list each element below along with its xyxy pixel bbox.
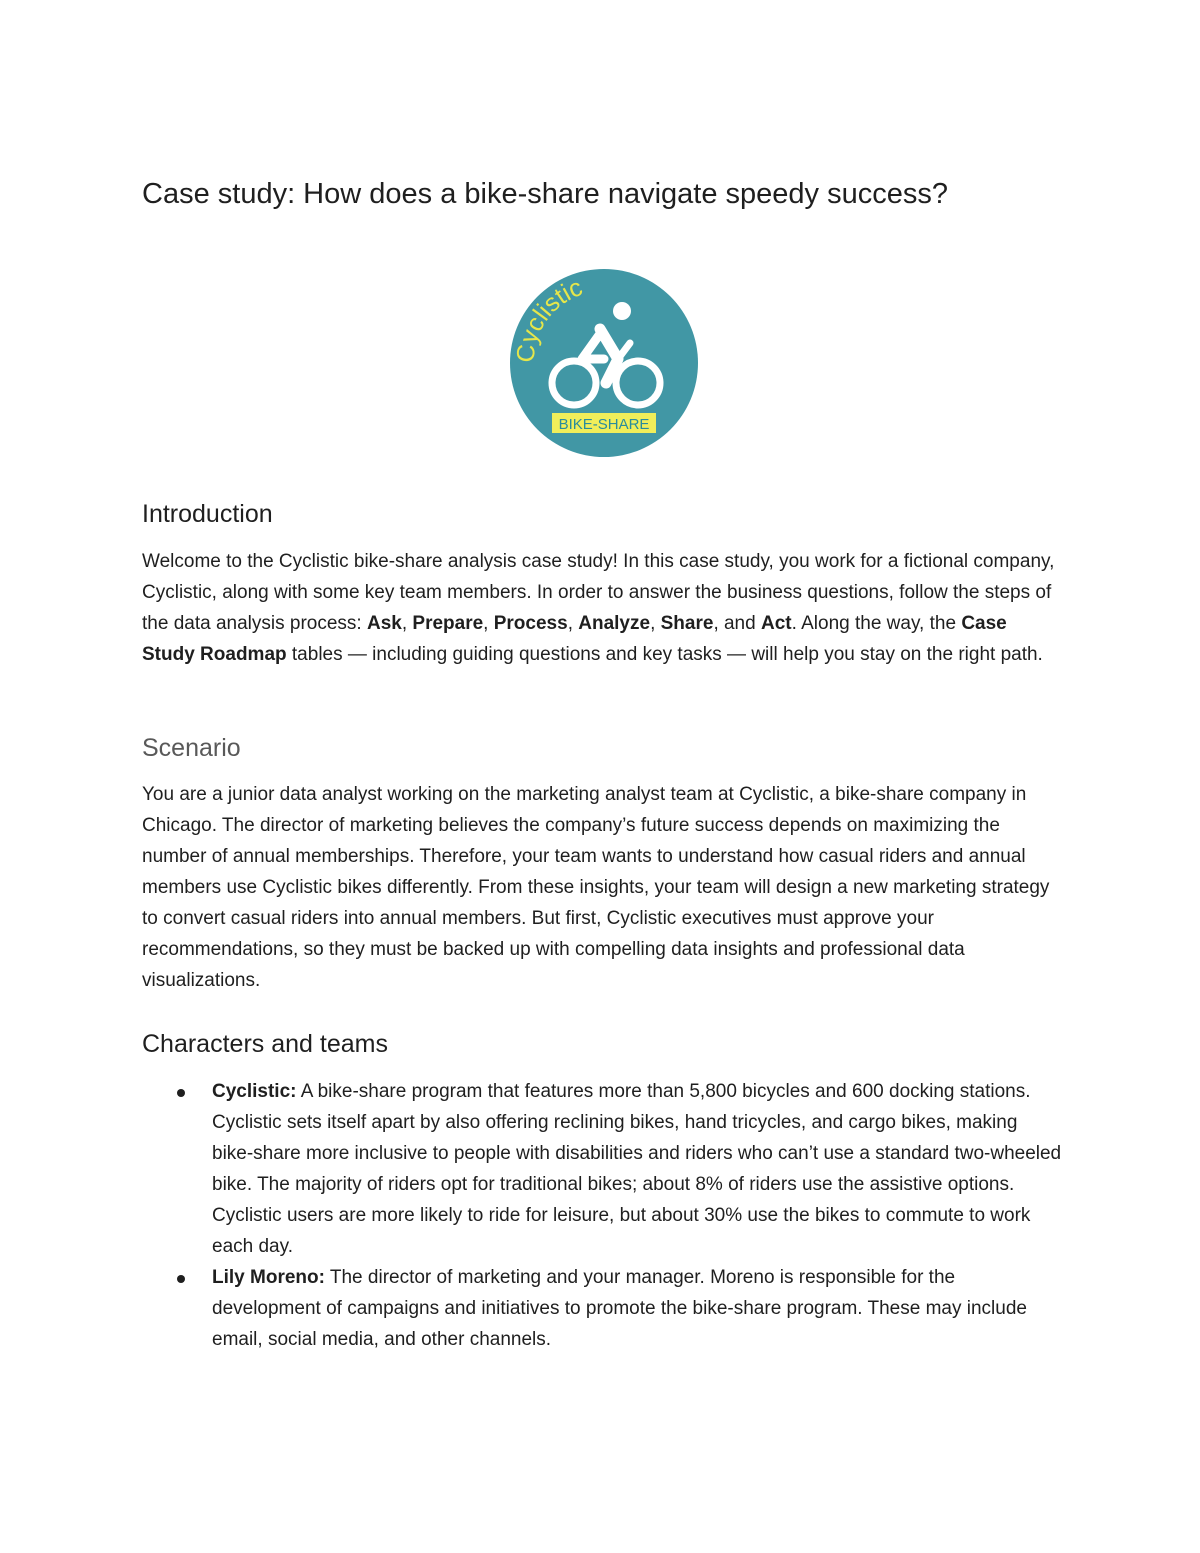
logo-brand-text: Cyclistic [511,273,587,364]
list-item [142,1076,1062,1262]
page-title: Case study: How does a bike-share navigate speedy success? [142,178,948,210]
intro-sep-3: , [567,613,579,634]
step-ask: Ask [366,613,402,634]
cyclistic-logo [508,267,700,459]
introduction-paragraph [142,546,1062,670]
bullet-icon [177,1275,185,1283]
step-share: Share [660,613,714,634]
intro-text-2: . Along the way, the [791,613,962,634]
intro-sep-1: , [401,613,413,634]
intro-sep-2: , [483,613,494,634]
intro-sep-4: , [650,613,661,634]
character-label: Cyclistic: [212,1081,297,1102]
scenario-paragraph: You are a junior data analyst working on the marketing analyst team at Cyclistic, a bike-share company in Chicago. The director of marketing believes the company’s future success depends on maximizing the number of annual memberships. Therefore, your team wants to understand how casual riders and annual members use Cyclistic bikes differently. From these insights, your team will design a new marketing strategy to convert casual riders into annual members. But first, Cyclistic executives must approve your recommendations, so they must be backed up with compelling data insights and professional data visualizations. [142,784,1050,991]
character-description: A bike-share program that features more than 5,800 bicycles and 600 docking stations. Cyclistic sets itself apart by also offering reclining bikes, hand tricycles, and cargo bikes, making bike-share more inclusive to people with disabilities and riders who can’t use a standard two-wheeled bike. The majority of riders opt for traditional bikes; about 8% of riders use the assistive options. Cyclistic users are more likely to ride for leisure, but about 30% use the bikes to commute to work each day. [212,1081,1062,1257]
character-label: Lily Moreno: [212,1267,325,1288]
step-analyze: Analyze [578,613,651,634]
list-item [142,1262,1062,1355]
intro-text-3: tables — including guiding questions and key tasks — will help you stay on the right path. [286,644,1043,665]
cyclistic-logo-graphic [508,267,700,459]
characters-list [142,1076,1062,1355]
roadmap-term: Case Study Roadmap [142,613,1007,665]
characters-heading: Characters and teams [142,1030,388,1058]
intro-sep-5: , and [713,613,761,634]
step-prepare: Prepare [412,613,484,634]
character-description: The director of marketing and your manager. Moreno is responsible for the development of campaigns and initiatives to promote the bike-share program. These may include email, social media, and other channels. [212,1267,1027,1350]
cyclist-head-icon [613,302,631,320]
introduction-heading: Introduction [142,500,273,528]
step-act: Act [760,613,792,634]
intro-text-1: Welcome to the Cyclistic bike-share analysis case study! In this case study, you work for a fictional company, Cyclistic, along with some key team members. In order to answer the business questions, follow the steps of the data analysis process: [142,551,1055,634]
step-process: Process [493,613,568,634]
scenario-heading: Scenario [142,734,241,762]
bullet-icon [177,1089,185,1097]
logo-badge-text: BIKE-SHARE [558,416,650,433]
